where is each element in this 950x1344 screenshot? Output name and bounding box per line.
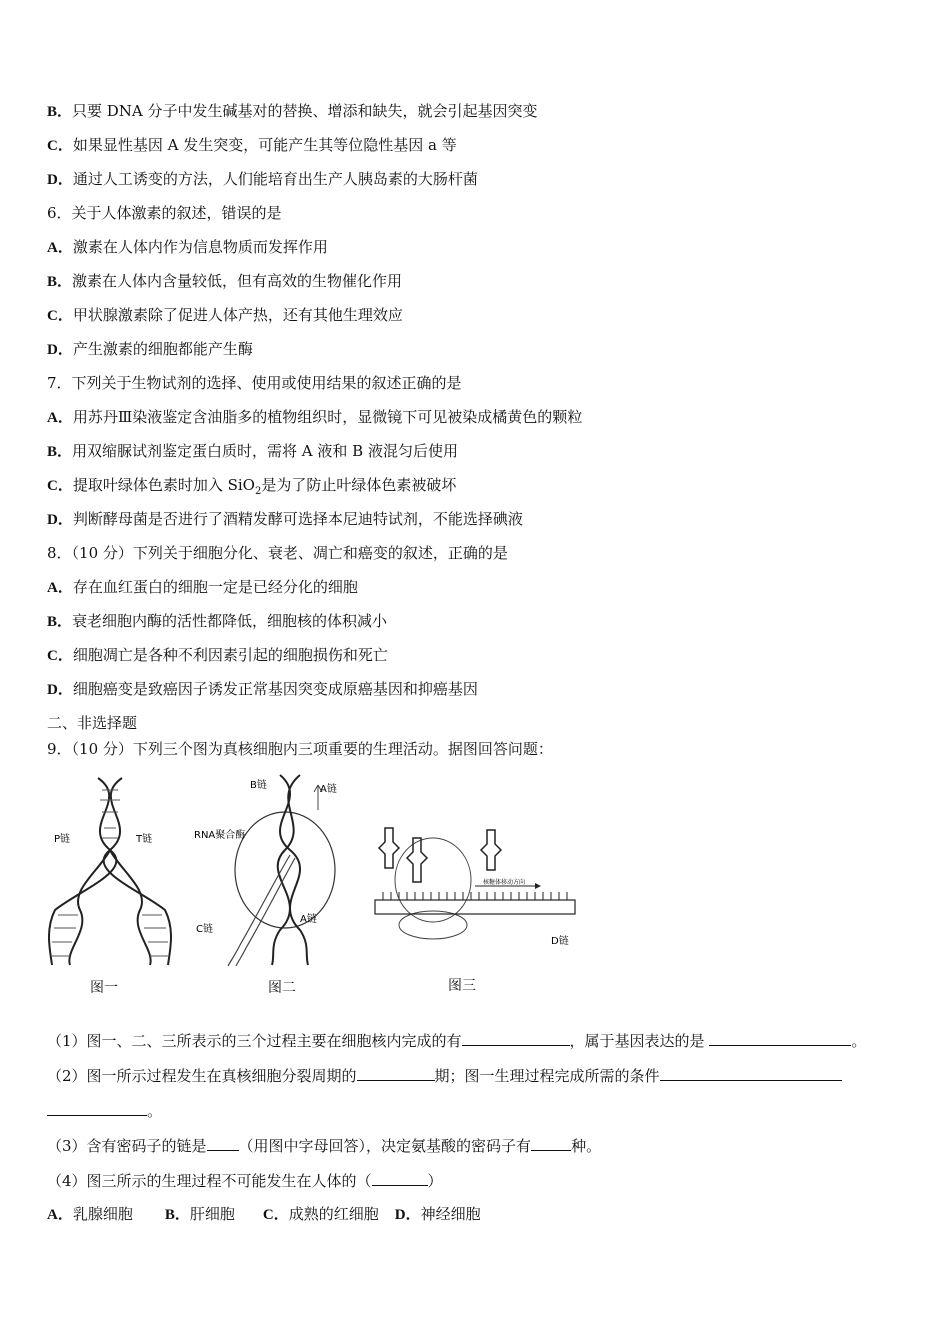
t-chain-label: T链: [136, 834, 153, 845]
p-chain-label: P链: [54, 834, 71, 845]
d-chain-label: D链: [551, 936, 569, 947]
q9-sub3: （3）含有密码子的链是 （用图中字母回答），决定氨基酸的密码子有 种。: [47, 1137, 602, 1155]
q6-option-a: A．激素在人体内作为信息物质而发挥作用: [47, 238, 328, 256]
a-chain-top-label: A链: [320, 784, 337, 795]
answer-blank-3[interactable]: [357, 1065, 435, 1081]
figure-two-caption: 图二: [268, 980, 296, 996]
q5-option-b: B．只要 DNA 分子中发生碱基对的替换、增添和缺失，就会引起基因突变: [47, 102, 538, 120]
figure-one-caption: 图一: [90, 980, 118, 996]
q9-option-a: A．乳腺细胞: [47, 1205, 133, 1223]
a-chain-bottom-label: A链: [300, 914, 317, 925]
figure-three-translation: [355, 820, 595, 955]
q9-option-d: D．神经细胞: [394, 1205, 481, 1223]
figure-three-caption: 图三: [448, 978, 476, 994]
answer-blank-7[interactable]: [372, 1170, 428, 1186]
figure-one-dna-replication: [40, 770, 180, 970]
q7-option-b: B．用双缩脲试剂鉴定蛋白质时，需将 A 液和 B 液混匀后使用: [47, 442, 458, 460]
q8-stem: 8．（10 分）下列关于细胞分化、衰老、凋亡和癌变的叙述，正确的是: [47, 544, 508, 562]
q9-option-c: C．成熟的红细胞: [262, 1205, 379, 1223]
q6-option-b: B．激素在人体内含量较低，但有高效的生物催化作用: [47, 272, 403, 290]
q5-option-c: C．如果显性基因 A 发生突变，可能产生其等位隐性基因 a 等: [47, 136, 457, 154]
answer-blank-4-cont[interactable]: [47, 1100, 147, 1116]
section-heading: 二、非选择题: [47, 714, 138, 732]
q9-sub4: （4）图三所示的生理过程不可能发生在人体的（ ）: [47, 1172, 443, 1190]
c-chain-label: C链: [196, 924, 213, 935]
q7-option-c: C．提取叶绿体色素时加入 SiO$_2$是为了防止叶绿体色素被破坏: [47, 476, 457, 497]
q9-sub2-continued: 。: [47, 1100, 162, 1121]
q7-option-d: D．判断酵母菌是否进行了酒精发酵可选择本尼迪特试剂，不能选择碘液: [47, 510, 523, 528]
q7-stem: 7．下列关于生物试剂的选择、使用或使用结果的叙述正确的是: [47, 374, 462, 392]
q9-sub1: （1）图一、二、三所表示的三个过程主要在细胞核内完成的有 ，属于基因表达的是 。: [47, 1032, 867, 1050]
q9-stem: 9．（10 分）下列三个图为真核细胞内三项重要的生理活动。据图回答问题：: [47, 740, 553, 758]
answer-blank-1[interactable]: [462, 1030, 570, 1046]
rna-polymerase-label: RNA聚合酶: [194, 830, 246, 841]
q9-sub2: （2）图一所示过程发生在真核细胞分裂周期的 期；图一生理过程完成所需的条件: [47, 1065, 842, 1086]
ribosome-direction-label: 核糖体移动方向: [483, 879, 526, 886]
answer-blank-5[interactable]: [207, 1135, 239, 1151]
q9-sub4-options: [47, 1204, 481, 1225]
b-chain-label: B链: [250, 780, 267, 791]
answer-blank-4[interactable]: [660, 1065, 842, 1081]
answer-blank-2[interactable]: [709, 1030, 851, 1046]
q9-option-b: B．肝细胞: [164, 1205, 235, 1223]
q8-option-b: B．衰老细胞内酶的活性都降低，细胞核的体积减小: [47, 612, 388, 630]
q6-option-d: D．产生激素的细胞都能产生酶: [47, 340, 253, 358]
answer-blank-6[interactable]: [531, 1135, 571, 1151]
q6-option-c: C．甲状腺激素除了促进人体产热，还有其他生理效应: [47, 306, 403, 324]
q6-stem: 6．关于人体激素的叙述，错误的是: [47, 204, 282, 222]
q8-option-d: D．细胞癌变是致癌因子诱发正常基因突变成原癌基因和抑癌基因: [47, 680, 478, 698]
q5-option-d: D．通过人工诱变的方法，人们能培育出生产人胰岛素的大肠杆菌: [47, 170, 478, 188]
q8-option-c: C．细胞凋亡是各种不利因素引起的细胞损伤和死亡: [47, 646, 388, 664]
q7-option-a: A．用苏丹Ⅲ染液鉴定含油脂多的植物组织时，显微镜下可见被染成橘黄色的颗粒: [47, 408, 583, 426]
figure-two-transcription: [190, 770, 350, 970]
q8-option-a: A．存在血红蛋白的细胞一定是已经分化的细胞: [47, 578, 358, 596]
